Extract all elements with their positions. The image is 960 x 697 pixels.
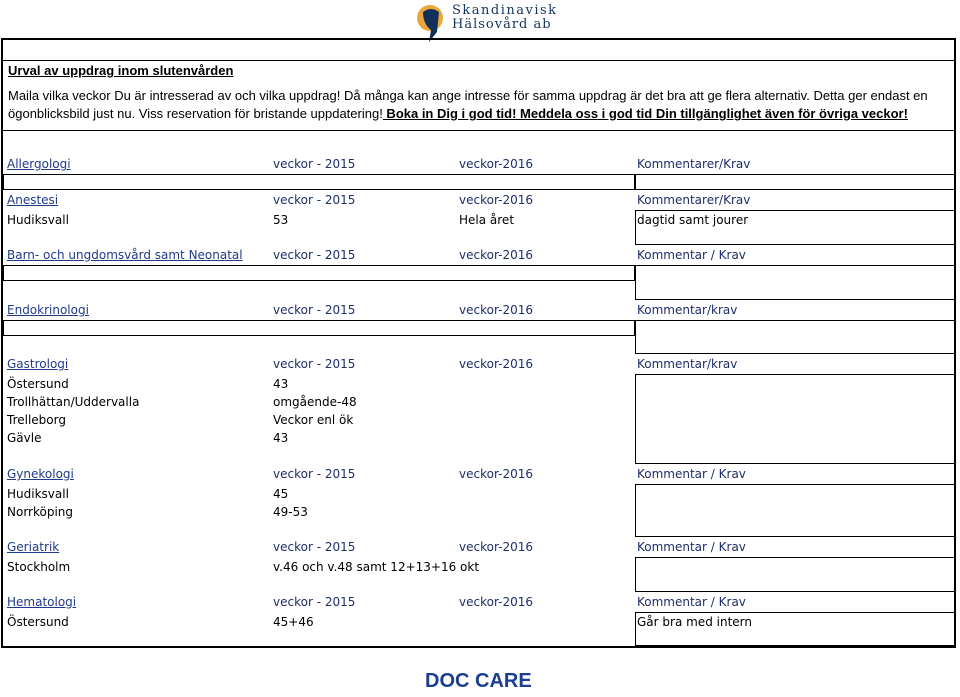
brand-line2: Hälsovård ab bbox=[452, 17, 552, 32]
table-cell: 45+46 bbox=[273, 615, 314, 629]
section-name: Allergologi bbox=[7, 157, 71, 171]
table-cell: 53 bbox=[273, 213, 289, 227]
table-cell: 45 bbox=[273, 487, 289, 501]
table-cell: Norrköping bbox=[7, 505, 74, 519]
table-cell: Stockholm bbox=[7, 560, 71, 574]
column-comments: Kommentar / Krav bbox=[637, 248, 746, 262]
table-cell: Hudiksvall bbox=[7, 487, 69, 501]
section-name: Gynekologi bbox=[7, 467, 74, 481]
doccare-logo-icon bbox=[425, 668, 545, 692]
column-weeks-2015: veckor - 2015 bbox=[273, 595, 356, 609]
page-title: Urval av uppdrag inom slutenvården bbox=[8, 63, 234, 78]
column-comments: Kommentar / Krav bbox=[637, 467, 746, 481]
column-weeks-2016: veckor-2016 bbox=[459, 157, 533, 171]
table-cell: Går bra med intern bbox=[637, 615, 752, 629]
column-weeks-2015: veckor - 2015 bbox=[273, 357, 356, 371]
column-weeks-2016: veckor-2016 bbox=[459, 248, 533, 262]
section-name: Gastrologi bbox=[7, 357, 69, 371]
column-weeks-2016: veckor-2016 bbox=[459, 540, 533, 554]
section-header bbox=[3, 156, 954, 174]
column-comments: Kommentarer/Krav bbox=[637, 157, 751, 171]
table-cell: Hudiksvall bbox=[7, 213, 69, 227]
comment-box bbox=[635, 612, 956, 646]
section-header bbox=[3, 247, 954, 265]
empty-row-box bbox=[3, 265, 635, 281]
table-cell: v.46 och v.48 samt 12+13+16 okt bbox=[273, 560, 480, 574]
table-cell: Trelleborg bbox=[7, 413, 66, 427]
column-weeks-2015: veckor - 2015 bbox=[273, 467, 356, 481]
table-cell: dagtid samt jourer bbox=[637, 213, 749, 227]
assignment-sheet bbox=[1, 38, 956, 648]
brand-line1: Skandinavisk bbox=[452, 3, 558, 18]
column-weeks-2015: veckor - 2015 bbox=[273, 303, 356, 317]
section-name: Barn- och ungdomsvård samt Neonatal bbox=[7, 248, 243, 262]
table-cell: Gävle bbox=[7, 431, 42, 445]
footer-logo bbox=[425, 668, 545, 692]
section-header bbox=[3, 192, 954, 210]
column-weeks-2015: veckor - 2015 bbox=[273, 193, 356, 207]
column-comments: Kommentar / Krav bbox=[637, 595, 746, 609]
table-cell: Veckor enl ök bbox=[273, 413, 354, 427]
table-cell: Östersund bbox=[7, 615, 69, 629]
column-comments: Kommentar/krav bbox=[637, 303, 738, 317]
intro-plain: Maila vilka veckor Du är intresserad av och vilka uppdrag! Då många kan ange intresse för samma uppdrag är det bra att ge flera alternativ. Detta ger endast en ögonblicksbild just nu. Viss reservation för bristande uppdatering! bbox=[8, 88, 928, 121]
table-cell: 49-53 bbox=[273, 505, 308, 519]
doccare-logo-text: DOC CARE bbox=[425, 670, 532, 692]
section-header bbox=[3, 594, 954, 612]
column-comments: Kommentarer/Krav bbox=[637, 193, 751, 207]
intro-divider bbox=[3, 130, 954, 131]
column-weeks-2015: veckor - 2015 bbox=[273, 248, 356, 262]
empty-row-box bbox=[3, 320, 635, 336]
column-weeks-2015: veckor - 2015 bbox=[273, 157, 356, 171]
comment-box bbox=[635, 265, 956, 300]
section-name: Anestesi bbox=[7, 193, 59, 207]
section-name: Geriatrik bbox=[7, 540, 60, 554]
comment-box bbox=[635, 484, 956, 537]
section-header bbox=[3, 302, 954, 320]
section-name: Endokrinologi bbox=[7, 303, 89, 317]
column-weeks-2016: veckor-2016 bbox=[459, 357, 533, 371]
column-weeks-2016: veckor-2016 bbox=[459, 467, 533, 481]
column-comments: Kommentar/krav bbox=[637, 357, 738, 371]
comment-box bbox=[635, 174, 956, 190]
column-weeks-2016: veckor-2016 bbox=[459, 303, 533, 317]
table-cell: Trollhättan/Uddervalla bbox=[7, 395, 140, 409]
comment-box bbox=[635, 557, 956, 592]
comment-box bbox=[635, 320, 956, 354]
comment-box bbox=[635, 210, 956, 245]
table-cell: 43 bbox=[273, 377, 289, 391]
column-weeks-2016: veckor-2016 bbox=[459, 193, 533, 207]
section-header bbox=[3, 466, 954, 484]
section-header bbox=[3, 539, 954, 557]
column-weeks-2016: veckor-2016 bbox=[459, 595, 533, 609]
section-header bbox=[3, 356, 954, 374]
table-cell: 43 bbox=[273, 431, 289, 445]
section-name: Hematologi bbox=[7, 595, 77, 609]
table-cell: Hela året bbox=[459, 213, 515, 227]
table-cell: Östersund bbox=[7, 377, 69, 391]
empty-row-box bbox=[3, 174, 635, 190]
intro-bold: Boka in Dig i god tid! Meddela oss i god tid Din tillgänglighet även för övriga veckor! bbox=[382, 106, 908, 121]
column-comments: Kommentar / Krav bbox=[637, 540, 746, 554]
brand-logo bbox=[415, 2, 565, 42]
column-weeks-2015: veckor - 2015 bbox=[273, 540, 356, 554]
intro-text bbox=[8, 87, 943, 123]
comment-box bbox=[635, 374, 956, 464]
sheet-top-band bbox=[3, 40, 954, 61]
table-cell: omgående-48 bbox=[273, 395, 357, 409]
